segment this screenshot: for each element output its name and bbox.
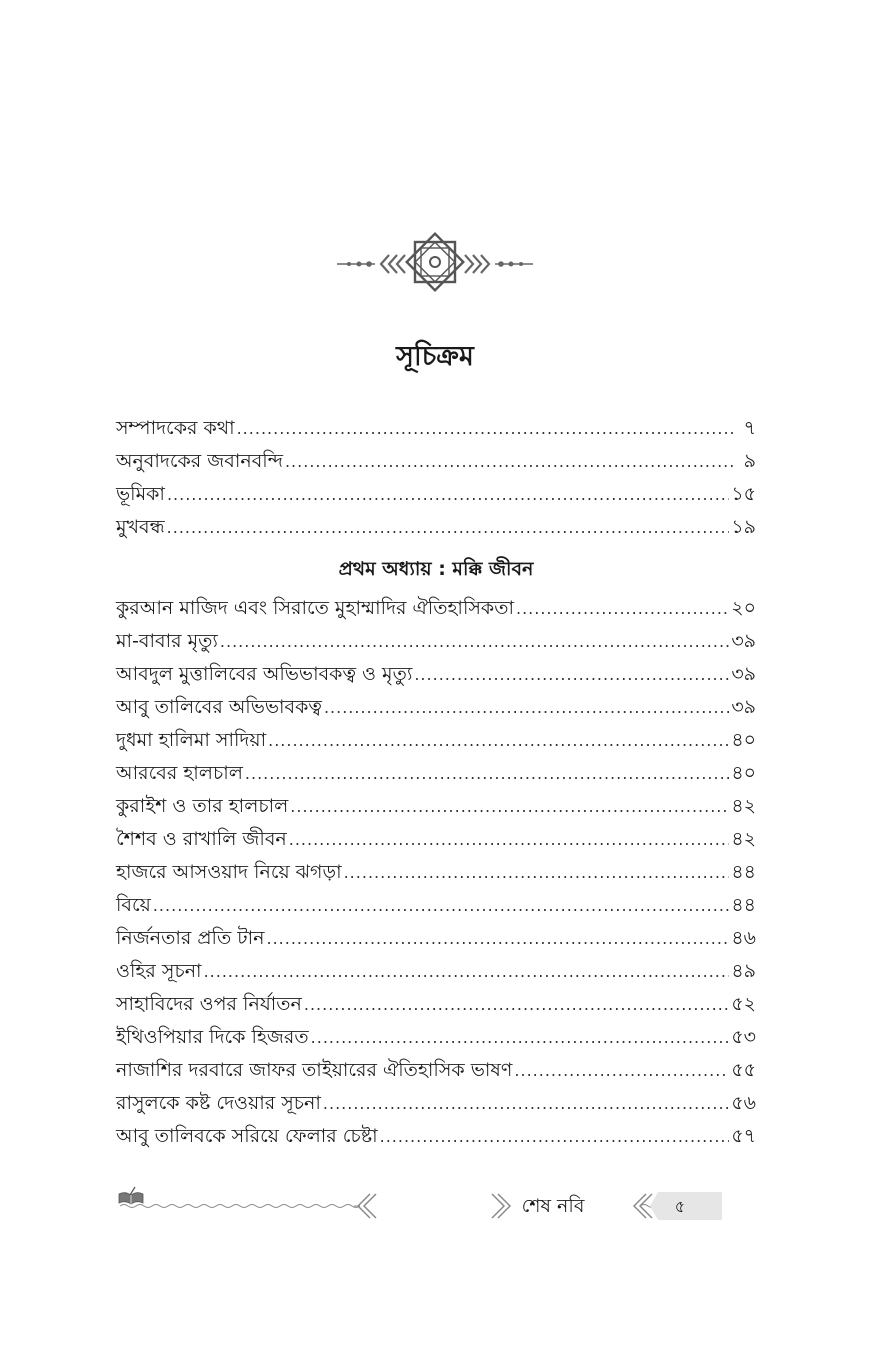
page-title: সূচিক্রম bbox=[396, 341, 474, 372]
toc-entry-label: কুরআন মাজিদ এবং সিরাতে মুহাম্মাদির ঐতিহাসিকতা bbox=[116, 597, 514, 619]
toc-entry-page: ৪২ bbox=[731, 828, 756, 850]
table-of-contents bbox=[116, 412, 756, 1153]
toc-entry-label: বিয়ে bbox=[116, 894, 151, 916]
toc-entry bbox=[116, 1087, 756, 1120]
toc-entry bbox=[116, 790, 756, 823]
toc-entry bbox=[116, 823, 756, 856]
dot-leader bbox=[323, 1087, 729, 1120]
dot-leader bbox=[414, 658, 729, 691]
dot-leader bbox=[516, 592, 729, 625]
toc-entry bbox=[116, 658, 756, 691]
dot-leader bbox=[290, 790, 729, 823]
toc-entry-page: ৩৯ bbox=[731, 663, 756, 685]
toc-entry bbox=[116, 1021, 756, 1054]
dot-leader bbox=[267, 922, 730, 955]
chapter-heading: প্রথম অধ্যায় : মক্কি জীবন bbox=[338, 558, 534, 580]
dot-leader bbox=[153, 889, 729, 922]
dot-leader bbox=[285, 445, 734, 478]
toc-entry-label: নির্জনতার প্রতি টান bbox=[116, 927, 265, 949]
footer-book-title: শেষ নবি bbox=[521, 1195, 585, 1217]
toc-entry bbox=[116, 856, 756, 889]
toc-entry-label: আবু তালিবকে সরিয়ে ফেলার চেষ্টা bbox=[116, 1125, 378, 1147]
toc-entry-label: ইথিওপিয়ার দিকে হিজরত bbox=[116, 1026, 309, 1048]
toc-entry-label: অনুবাদকের জবানবন্দি bbox=[116, 450, 283, 472]
dot-leader bbox=[304, 988, 729, 1021]
toc-entry-page: ৫২ bbox=[731, 993, 756, 1015]
toc-entry-page: ৪০ bbox=[731, 729, 756, 751]
toc-entry-page: ৫৩ bbox=[731, 1026, 756, 1048]
toc-entry bbox=[116, 1120, 756, 1153]
toc-entry bbox=[116, 955, 756, 988]
toc-entry-page: ৭ bbox=[743, 417, 756, 439]
dot-leader bbox=[167, 478, 729, 511]
toc-entry bbox=[116, 757, 756, 790]
dot-leader bbox=[324, 691, 729, 724]
footer-page-number: ৫ bbox=[674, 1197, 686, 1216]
toc-entry-page: ২০ bbox=[731, 597, 756, 619]
toc-entry-label: ওহির সূচনা bbox=[116, 960, 202, 982]
toc-entry-page: ৫৫ bbox=[731, 1059, 756, 1081]
dot-leader bbox=[311, 1021, 730, 1054]
octagram-ornament-icon bbox=[335, 228, 535, 298]
toc-entry-label: আবদুল মুত্তালিবের অভিভাবকত্ব ও মৃত্যু bbox=[116, 663, 413, 685]
toc-entry bbox=[116, 625, 756, 658]
dot-leader bbox=[380, 1120, 730, 1153]
dot-leader bbox=[268, 724, 729, 757]
toc-entry-page: ৪৪ bbox=[731, 894, 756, 916]
toc-entry-page: ৯ bbox=[743, 450, 756, 472]
toc-entry-label: আরবের হালচাল bbox=[116, 762, 243, 784]
toc-entry bbox=[116, 922, 756, 955]
toc-entry-label: ভূমিকা bbox=[116, 483, 165, 505]
toc-entry-label: কুরাইশ ও তার হালচাল bbox=[116, 795, 289, 817]
toc-entry-page: ৫৭ bbox=[731, 1125, 756, 1147]
toc-entry-page: ৪২ bbox=[731, 795, 756, 817]
toc-entry-page: ৪৬ bbox=[731, 927, 756, 949]
toc-entry bbox=[116, 511, 756, 544]
page-footer bbox=[118, 1186, 758, 1226]
dot-leader bbox=[344, 856, 730, 889]
toc-entry-page: ১৫ bbox=[731, 483, 756, 505]
toc-entry bbox=[116, 445, 756, 478]
toc-entry-label: আবু তালিবের অভিভাবকত্ব bbox=[116, 696, 322, 718]
toc-entry-label: মা-বাবার মৃত্যু bbox=[116, 630, 218, 652]
toc-entry-page: ৩৯ bbox=[731, 696, 756, 718]
dot-leader bbox=[204, 955, 730, 988]
toc-entry-page: ৪৯ bbox=[731, 960, 756, 982]
toc-entry bbox=[116, 592, 756, 625]
toc-entry-label: দুধমা হালিমা সাদিয়া bbox=[116, 729, 267, 751]
toc-entry bbox=[116, 1054, 756, 1087]
dot-leader bbox=[245, 757, 729, 790]
toc-entry-page: ১৯ bbox=[731, 516, 756, 538]
toc-entry-label: নাজাশির দরবারে জাফর তাইয়ারের ঐতিহাসিক ভাষণ bbox=[116, 1059, 513, 1081]
toc-entry-label: সাহাবিদের ওপর নির্যাতন bbox=[116, 993, 302, 1015]
toc-entry-page: ৪০ bbox=[731, 762, 756, 784]
toc-entry bbox=[116, 691, 756, 724]
toc-entry-label: সম্পাদকের কথা bbox=[116, 417, 235, 439]
dot-leader bbox=[289, 823, 730, 856]
open-book-icon bbox=[118, 1186, 144, 1206]
toc-entry-label: শৈশব ও রাখালি জীবন bbox=[116, 828, 287, 850]
toc-entry-label: মুখবন্ধ bbox=[116, 516, 165, 538]
toc-entry-page: ৪৪ bbox=[731, 861, 756, 883]
toc-entry-label: রাসুলকে কষ্ট দেওয়ার সূচনা bbox=[116, 1092, 321, 1114]
toc-entry bbox=[116, 724, 756, 757]
toc-entry-page: ৩৯ bbox=[731, 630, 756, 652]
toc-entry-label: হাজরে আসওয়াদ নিয়ে ঝগড়া bbox=[116, 861, 342, 883]
toc-entry bbox=[116, 889, 756, 922]
dot-leader bbox=[237, 412, 734, 445]
toc-entry bbox=[116, 478, 756, 511]
toc-entry bbox=[116, 988, 756, 1021]
dot-leader bbox=[220, 625, 729, 658]
dot-leader bbox=[167, 511, 730, 544]
toc-entry bbox=[116, 412, 756, 445]
dot-leader bbox=[514, 1054, 729, 1087]
toc-entry-page: ৫৬ bbox=[731, 1092, 756, 1114]
